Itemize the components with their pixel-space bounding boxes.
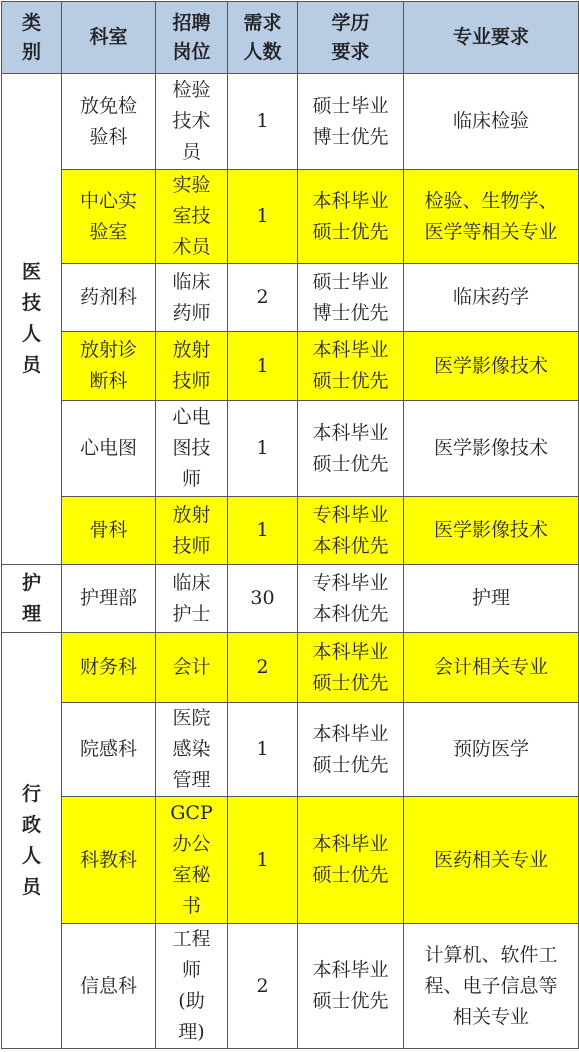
major-text: 计算机、软件工 程、电子信息等 相关专业	[424, 943, 558, 1028]
table-row	[2, 170, 579, 264]
position-cell	[156, 170, 228, 264]
position-cell	[156, 703, 228, 797]
header-position	[156, 2, 228, 74]
position-cell	[156, 924, 228, 1049]
count-text: 2	[256, 974, 269, 997]
major-text: 临床检验	[452, 110, 529, 132]
dept-text: 药剂科	[79, 286, 137, 308]
count-text: 30	[250, 587, 275, 609]
position-cell	[156, 264, 228, 332]
count-cell	[228, 497, 298, 565]
table-row	[2, 264, 579, 332]
header-count	[228, 2, 298, 74]
category-cell	[2, 633, 62, 1049]
count-cell	[228, 74, 298, 170]
dept-cell	[62, 797, 156, 924]
education-cell	[298, 74, 404, 170]
table-row	[2, 924, 579, 1049]
count-cell	[228, 565, 298, 633]
count-text: 1	[256, 848, 269, 871]
education-text: 本科毕业 硕士优先	[312, 640, 389, 694]
dept-cell	[62, 74, 156, 170]
education-text: 专科毕业 本科优先	[312, 571, 389, 625]
header-position-text: 招聘 岗位	[172, 11, 211, 63]
position-cell	[156, 401, 228, 497]
position-cell	[156, 797, 228, 924]
major-text: 临床药学	[452, 286, 529, 308]
education-cell	[298, 332, 404, 401]
major-cell	[404, 332, 579, 401]
position-text: 放射 技师	[172, 503, 211, 557]
header-category	[2, 2, 62, 74]
header-major	[404, 2, 579, 74]
position-text: 会计	[172, 656, 211, 678]
dept-text: 中心实 验室	[79, 189, 137, 243]
education-cell	[298, 497, 404, 565]
dept-text: 骨科	[89, 519, 128, 541]
major-cell	[404, 924, 579, 1049]
dept-text: 放射诊 断科	[79, 339, 137, 392]
count-text: 1	[256, 110, 269, 132]
major-cell	[404, 497, 579, 565]
major-text: 检验、生物学、 医学等相关专业	[424, 189, 558, 243]
dept-cell	[62, 170, 156, 264]
position-text: 临床 药师	[172, 270, 211, 324]
position-cell	[156, 565, 228, 633]
recruitment-table	[1, 1, 579, 1049]
dept-text: 科教科	[79, 848, 137, 871]
major-text: 医学影像技术	[433, 354, 548, 377]
table-row	[2, 401, 579, 497]
table-row	[2, 797, 579, 924]
count-text: 1	[256, 437, 269, 459]
major-cell	[404, 797, 579, 924]
major-text: 医学影像技术	[433, 519, 548, 541]
table-row	[2, 703, 579, 797]
position-cell	[156, 332, 228, 401]
table-row	[2, 565, 579, 633]
major-text: 会计相关专业	[433, 656, 548, 678]
count-cell	[228, 703, 298, 797]
education-cell	[298, 703, 404, 797]
education-text: 本科毕业 硕士优先	[312, 722, 389, 776]
count-cell	[228, 633, 298, 703]
major-cell	[404, 170, 579, 264]
header-row	[2, 2, 579, 74]
count-text: 1	[256, 519, 269, 541]
dept-cell	[62, 497, 156, 565]
education-text: 本科毕业 硕士优先	[312, 833, 389, 886]
dept-cell	[62, 703, 156, 797]
count-text: 2	[256, 656, 269, 678]
count-text: 1	[256, 205, 269, 227]
header-count-text: 需求 人数	[243, 11, 282, 63]
header-major-text: 专业要求	[452, 26, 529, 48]
education-text: 本科毕业 硕士优先	[312, 339, 389, 392]
education-cell	[298, 797, 404, 924]
position-text: GCP 办公 室秘 书	[170, 802, 213, 917]
count-cell	[228, 797, 298, 924]
category-cell	[2, 565, 62, 633]
header-dept-text: 科室	[89, 26, 128, 48]
table-row	[2, 74, 579, 170]
position-text: 放射 技师	[172, 339, 211, 392]
major-text: 护理	[471, 587, 510, 609]
count-cell	[228, 401, 298, 497]
major-cell	[404, 264, 579, 332]
major-cell	[404, 703, 579, 797]
count-text: 1	[256, 738, 269, 760]
major-cell	[404, 565, 579, 633]
position-cell	[156, 497, 228, 565]
position-text: 心电 图技 师	[172, 406, 211, 490]
dept-cell	[62, 633, 156, 703]
major-cell	[404, 74, 579, 170]
education-cell	[298, 401, 404, 497]
table-row	[2, 633, 579, 703]
position-cell	[156, 74, 228, 170]
table-row	[2, 497, 579, 565]
education-cell	[298, 170, 404, 264]
education-cell	[298, 924, 404, 1049]
header-education	[298, 2, 404, 74]
count-text: 1	[256, 354, 269, 377]
major-text: 预防医学	[452, 738, 529, 760]
dept-text: 放免检 验科	[79, 94, 137, 148]
dept-cell	[62, 565, 156, 633]
category-cell	[2, 74, 62, 565]
dept-text: 护理部	[79, 587, 137, 609]
header-dept	[62, 2, 156, 74]
major-cell	[404, 633, 579, 703]
dept-cell	[62, 264, 156, 332]
education-cell	[298, 565, 404, 633]
position-cell	[156, 633, 228, 703]
category-label: 医 技 人 员	[21, 261, 41, 376]
position-text: 工程 师 (助 理)	[172, 928, 211, 1043]
count-text: 2	[256, 286, 269, 308]
count-cell	[228, 170, 298, 264]
position-text: 实验 室技 术员	[172, 174, 211, 258]
education-cell	[298, 633, 404, 703]
position-text: 医院 感染 管理	[172, 707, 211, 791]
dept-text: 心电图	[79, 437, 137, 459]
category-label: 行 政 人 员	[21, 782, 41, 898]
major-text: 医学影像技术	[433, 437, 548, 459]
dept-text: 信息科	[79, 974, 137, 997]
count-cell	[228, 924, 298, 1049]
education-text: 硕士毕业 博士优先	[312, 94, 389, 148]
dept-text: 财务科	[79, 656, 137, 678]
education-text: 本科毕业 硕士优先	[312, 421, 389, 475]
dept-text: 院感科	[79, 738, 137, 760]
dept-cell	[62, 401, 156, 497]
major-text: 医药相关专业	[433, 848, 548, 871]
header-category-text: 类 别	[21, 11, 41, 63]
category-label: 护 理	[21, 571, 41, 625]
header-education-text: 学历 要求	[331, 11, 370, 63]
education-text: 专科毕业 本科优先	[312, 503, 389, 557]
position-text: 检验 技术 员	[172, 79, 211, 163]
table-row	[2, 332, 579, 401]
education-text: 本科毕业 硕士优先	[312, 189, 389, 243]
dept-cell	[62, 924, 156, 1049]
education-text: 本科毕业 硕士优先	[312, 959, 389, 1012]
education-text: 硕士毕业 博士优先	[312, 270, 389, 324]
dept-cell	[62, 332, 156, 401]
major-cell	[404, 401, 579, 497]
position-text: 临床 护士	[172, 571, 211, 625]
count-cell	[228, 264, 298, 332]
education-cell	[298, 264, 404, 332]
count-cell	[228, 332, 298, 401]
